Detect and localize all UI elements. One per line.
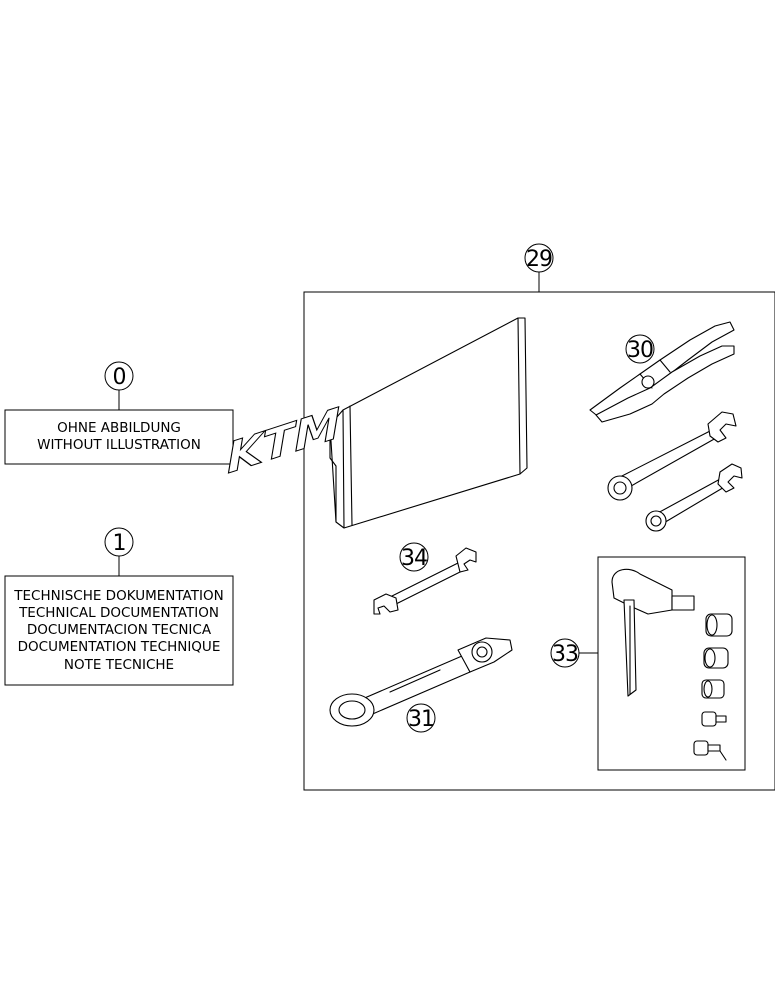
tool-pouch-icon [226,318,527,528]
callout-0-label: 0 [112,365,126,390]
callout-34-label: 34 [401,546,427,571]
technical-documentation-line-5: NOTE TECNICHE [63,657,175,673]
callout-33[interactable] [551,639,598,667]
callout-31[interactable] [407,704,435,732]
t-handle-driver-icon [612,569,694,696]
callout-1-label: 1 [112,531,126,556]
callout-30-label: 30 [627,338,653,363]
technical-documentation-line-3: DOCUMENTACION TECNICA [26,622,212,638]
ktm-logo-text: KTM [225,398,342,484]
callout-31-label: 31 [408,707,434,732]
without-illustration-line-1: OHNE ABBILDUNG [57,420,181,436]
ktm-logo [226,398,341,483]
callout-30[interactable] [626,335,654,363]
combination-wrench-small-icon [646,464,742,531]
callout-34[interactable] [400,543,428,571]
without-illustration-box [5,410,233,464]
technical-documentation-line-1: TECHNISCHE DOKUMENTATION [14,588,224,604]
technical-documentation-line-2: TECHNICAL DOCUMENTATION [19,605,219,621]
pliers-icon [590,322,734,422]
technical-documentation-box [5,576,233,685]
callout-29-label: 29 [526,247,552,272]
technical-documentation-line-4: DOCUMENTATION TECHNIQUE [17,639,221,655]
without-illustration-line-2: WITHOUT ILLUSTRATION [37,437,201,453]
callout-33-label: 33 [552,642,578,667]
callout-1[interactable] [105,528,133,576]
socket-bit-icon [694,614,732,760]
callout-29[interactable] [525,244,553,292]
callout-0[interactable] [105,362,133,410]
